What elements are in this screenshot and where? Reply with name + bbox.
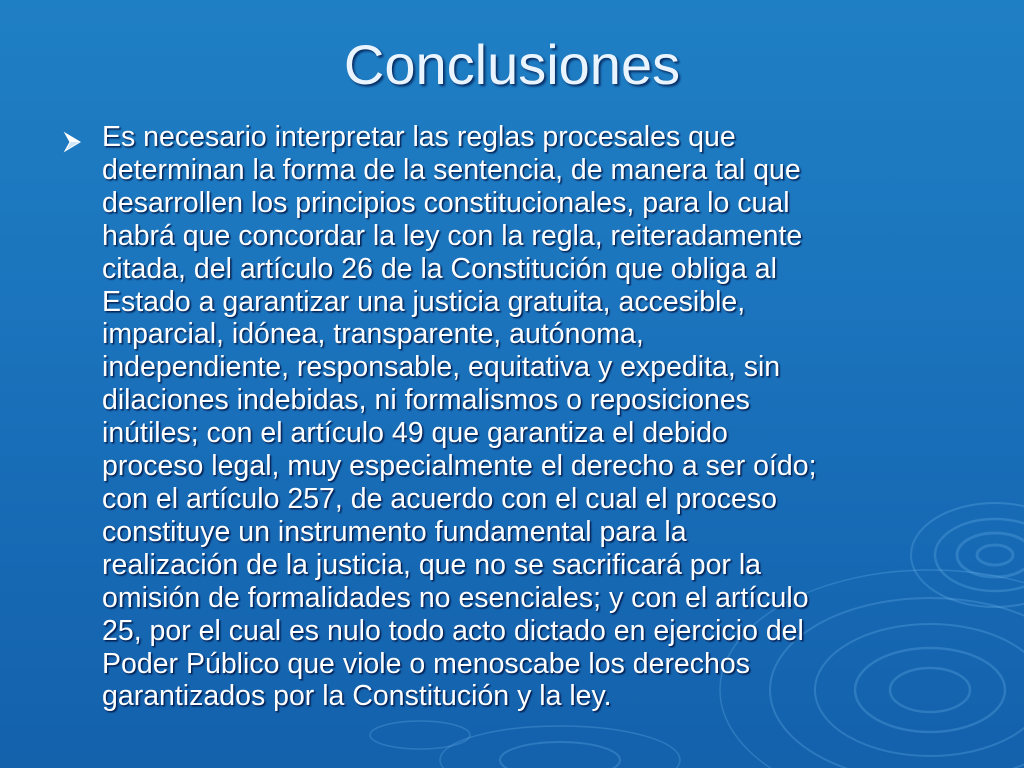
bullet-line: determinan la forma de la sentencia, de manera tal que <box>102 153 801 186</box>
bullet-line: Poder Público que viole o menoscabe los derechos <box>102 647 750 680</box>
bullet-line: inútiles; con el artículo 49 que garantiza el debido <box>102 417 728 450</box>
arrow-bullet-icon <box>62 131 84 153</box>
bullet-line: Estado a garantizar una justicia gratuita, accesible, <box>102 285 746 318</box>
bullet-line: imparcial, idónea, transparente, autónoma, <box>102 318 644 351</box>
bullet-line: habrá que concordar la ley con la regla, reiteradamente <box>102 219 803 252</box>
bullet-line: dilaciones indebidas, ni formalismos o reposiciones <box>102 384 750 417</box>
bullet-line: independiente, responsable, equitativa y expedita, sin <box>102 351 781 384</box>
bullet-line: con el artículo 257, de acuerdo con el cual el proceso <box>102 482 777 515</box>
bullet-item <box>60 121 960 713</box>
bullet-list <box>60 121 960 713</box>
bullet-line: proceso legal, muy especialmente el derecho a ser oído; <box>102 450 817 483</box>
bullet-line: citada, del artículo 26 de la Constitución que obliga al <box>102 252 777 285</box>
bullet-text <box>102 121 960 713</box>
bullet-line: realización de la justicia, que no se sacrificará por la <box>102 548 762 581</box>
bullet-line: desarrollen los principios constitucionales, para lo cual <box>102 186 790 219</box>
bullet-line: constituye un instrumento fundamental para la <box>102 515 687 548</box>
bullet-line: omisión de formalidades no esenciales; y con el artículo <box>102 581 809 614</box>
bullet-line: garantizados por la Constitución y la ley. <box>102 680 612 713</box>
bullet-line: Es necesario interpretar las reglas procesales que <box>102 121 736 153</box>
bullet-line: 25, por el cual es nulo todo acto dictado en ejercicio del <box>102 614 804 647</box>
slide-title: Conclusiones <box>343 33 681 96</box>
